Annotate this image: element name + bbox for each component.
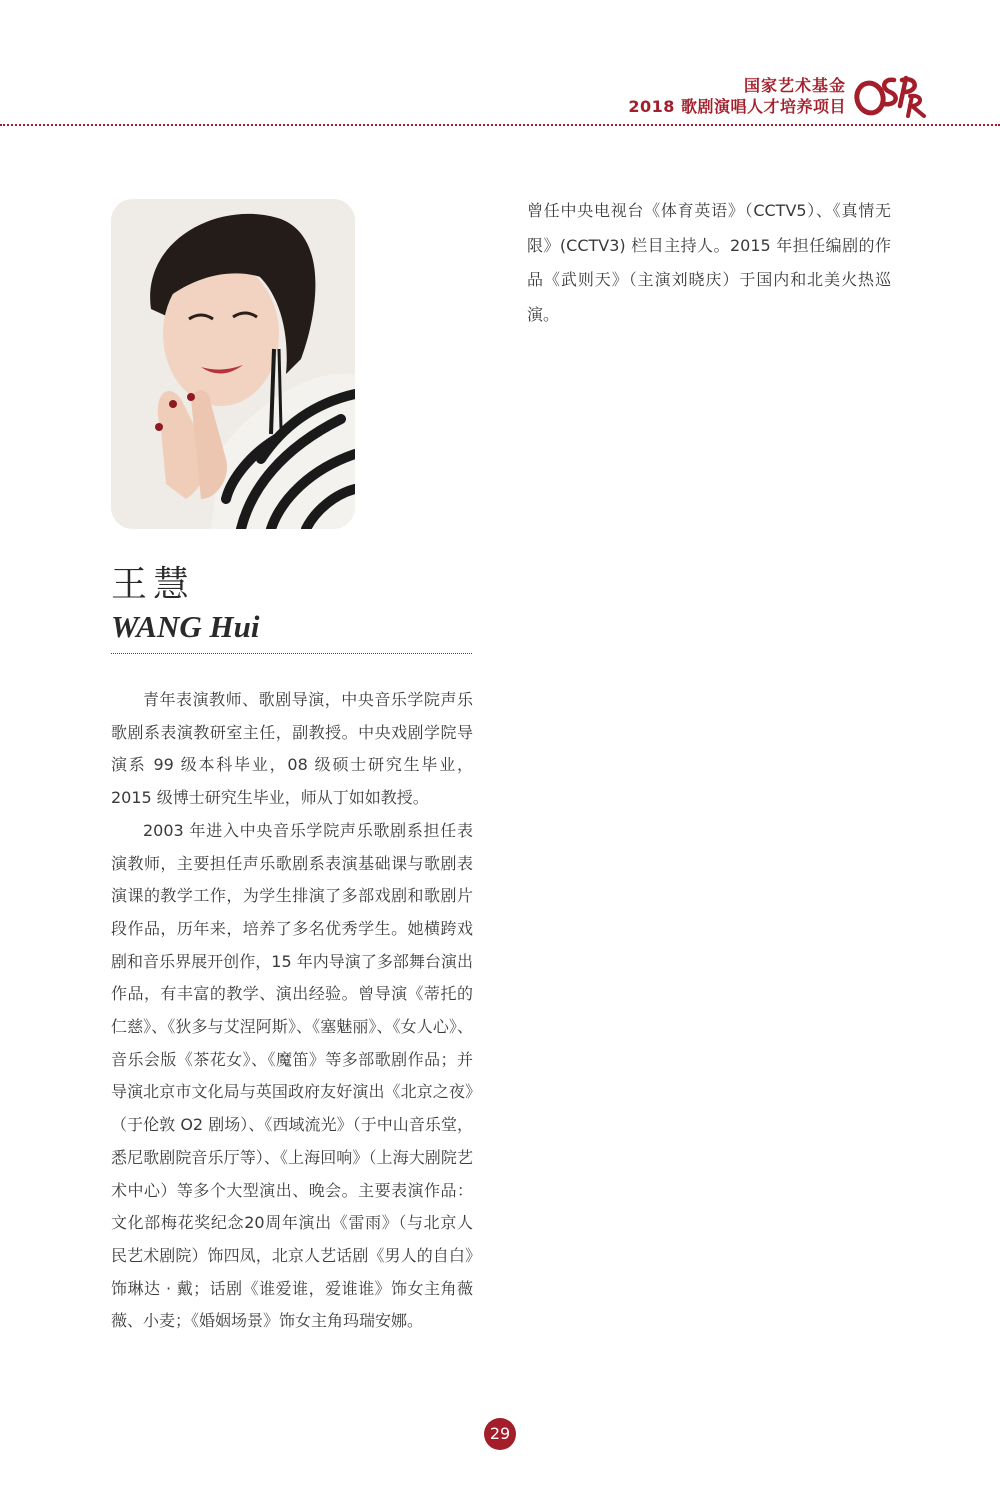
- biography-left-column: [111, 684, 473, 1338]
- header-title-line2: 2018 歌剧演唱人才培养项目: [628, 97, 846, 116]
- bio-paragraph-1: 青年表演教师、歌剧导演，中央音乐学院声乐歌剧系表演教研室主任，副教授。中央戏剧学院导演系 99 级本科毕业，08 级硕士研究生毕业，2015 级博士研究生毕业，师从丁如如教授。: [111, 690, 473, 808]
- portrait-photo: [111, 199, 355, 529]
- bio-paragraph-3: 曾任中央电视台《体育英语》（CCTV5）、《真情无限》(CCTV3) 栏目主持人。2015 年担任编剧的作品《武则天》（主演刘晓庆）于国内和北美火热巡演。: [527, 201, 891, 324]
- name-divider: [111, 653, 472, 654]
- bio-paragraph-2: 2003 年进入中央音乐学院声乐歌剧系担任表演教师，主要担任声乐歌剧系表演基础课与歌剧表演课的教学工作，为学生排演了多部戏剧和歌剧片段作品，历年来，培养了多名优秀学生。她横跨戏剧和音乐界展开创作，15 年内导演了多部舞台演出作品，有丰富的教学、演出经验。曾导演《蒂托的仁慈》、《狄多与艾涅阿斯》、《塞魅丽》、《女人心》、音乐会版《茶花女》、《魔笛》等多部歌剧作品；并导演北京市文化局与英国政府友好演出《北京之夜》（于伦敦 O2 剧场）、《西域流光》（于中山音乐堂，悉尼歌剧院音乐厅等）、《上海回响》（上海大剧院艺术中心）等多个大型演出、晚会。主要表演作品：文化部梅花奖纪念20周年演出《雷雨》（与北京人民艺术剧院）饰四凤，北京人艺话剧《男人的自白》饰琳达 · 戴；话剧《谁爱谁，爱谁谁》饰女主角薇薇、小麦；《婚姻场景》饰女主角玛瑞安娜。: [111, 820, 473, 1331]
- biography-right-column: [527, 194, 891, 332]
- header-title-line1: 国家艺术基金: [743, 76, 846, 95]
- page-number: 29: [484, 1418, 516, 1450]
- person-name-english: WANG Hui: [111, 609, 260, 644]
- header-divider: [0, 124, 1000, 126]
- ospr-logo: [850, 70, 930, 120]
- header-title: [628, 76, 846, 118]
- person-name-chinese: 王慧: [111, 564, 196, 605]
